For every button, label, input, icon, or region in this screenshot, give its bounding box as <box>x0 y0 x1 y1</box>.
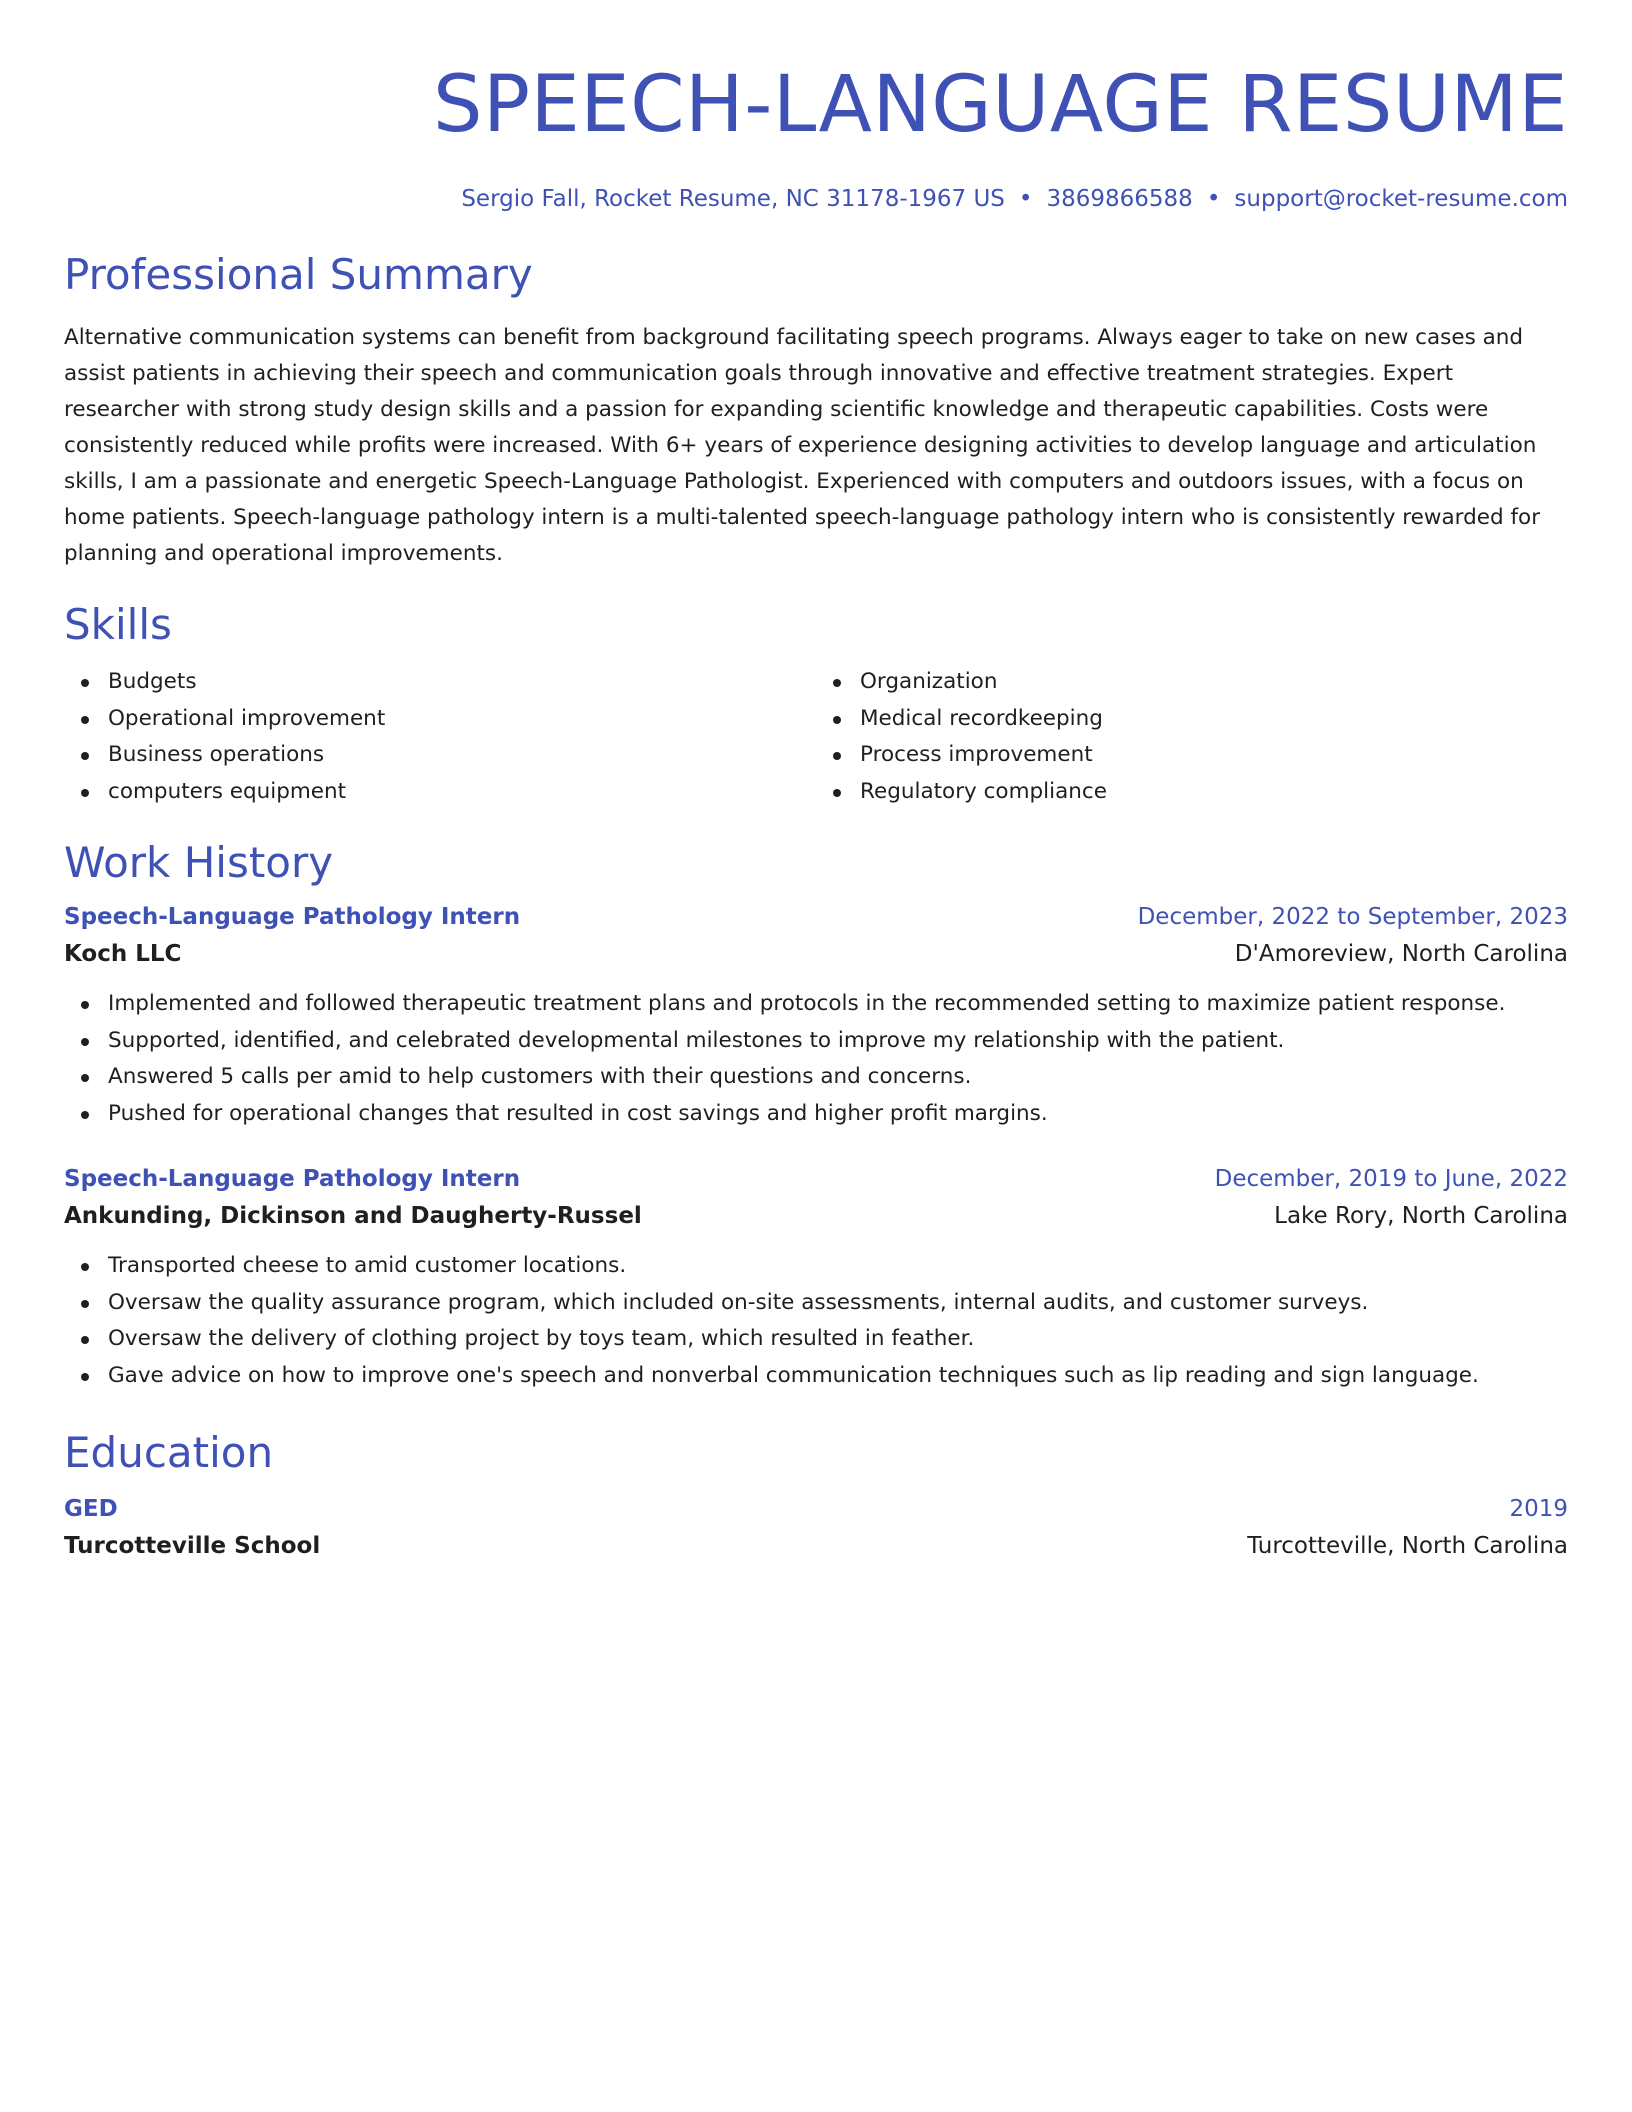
job-entry <box>64 1162 1568 1394</box>
education-year: 2019 <box>1509 1496 1568 1522</box>
job-company-row <box>64 934 1568 974</box>
contact-separator: • <box>1206 186 1221 212</box>
job-company-row <box>64 1196 1568 1236</box>
contact-line <box>64 184 1568 214</box>
job-header-row <box>64 900 1568 934</box>
job-entry <box>64 900 1568 1132</box>
education-degree: GED <box>64 1496 118 1522</box>
job-title: Speech-Language Pathology Intern <box>64 904 521 930</box>
job-bullet: Pushed for operational changes that resulted in cost savings and higher profit margins. <box>108 1096 1568 1133</box>
skills-section <box>64 600 1568 810</box>
contact-address: Sergio Fall, Rocket Resume, NC 31178-1967 US <box>461 186 1005 212</box>
education-header-row <box>64 1492 1568 1526</box>
job-header-row <box>64 1162 1568 1196</box>
job-dates: December, 2022 to September, 2023 <box>1137 904 1568 930</box>
work-heading: Work History <box>64 838 334 887</box>
summary-section <box>64 250 1568 572</box>
job-bullet: Oversaw the delivery of clothing project by toys team, which resulted in feather. <box>108 1321 1568 1358</box>
job-bullet: Transported cheese to amid customer locations. <box>108 1248 1568 1285</box>
summary-heading: Professional Summary <box>64 250 533 299</box>
skills-columns <box>64 664 1568 810</box>
education-location: Turcotteville, North Carolina <box>1247 1533 1568 1559</box>
job-location: D'Amoreview, North Carolina <box>1234 941 1568 967</box>
job-title: Speech-Language Pathology Intern <box>64 1166 521 1192</box>
skill-item: Budgets <box>108 664 816 701</box>
education-school: Turcotteville School <box>64 1533 321 1559</box>
education-section <box>64 1428 1568 1566</box>
skills-list-right <box>816 664 1568 810</box>
skill-item: Operational improvement <box>108 701 816 738</box>
skills-list-left <box>64 664 816 810</box>
resume-header <box>64 60 1568 214</box>
job-bullet: Oversaw the quality assurance program, which included on-site assessments, internal audits, and customer surveys. <box>108 1285 1568 1322</box>
contact-separator: • <box>1018 186 1033 212</box>
job-bullet: Gave advice on how to improve one's speech and nonverbal communication techniques such as lip reading and sign language. <box>108 1358 1568 1395</box>
job-bullet: Answered 5 calls per amid to help customers with their questions and concerns. <box>108 1059 1568 1096</box>
skill-item: computers equipment <box>108 774 816 811</box>
skills-heading: Skills <box>64 600 172 649</box>
resume-title: SPEECH-LANGUAGE RESUME <box>432 60 1568 150</box>
contact-email[interactable]: support@rocket-resume.com <box>1234 186 1568 212</box>
job-bullets <box>64 986 1568 1132</box>
contact-phone: 3869866588 <box>1046 186 1193 212</box>
job-dates: December, 2019 to June, 2022 <box>1214 1166 1568 1192</box>
job-company: Koch LLC <box>64 941 182 967</box>
work-section <box>64 838 1568 1394</box>
job-bullet: Implemented and followed therapeutic treatment plans and protocols in the recommended setting to maximize patient response. <box>108 986 1568 1023</box>
skill-item: Organization <box>860 664 1568 701</box>
job-company: Ankunding, Dickinson and Daugherty-Russel <box>64 1203 642 1229</box>
education-school-row <box>64 1526 1568 1566</box>
job-location: Lake Rory, North Carolina <box>1274 1203 1568 1229</box>
summary-text: Alternative communication systems can benefit from background facilitating speech programs. Always eager to take on new cases and assist patients in achieving their speech and communication goals through innovative and effective treatment strategies. Expert researcher with strong study design skills and a passion for expanding scientific knowledge and therapeutic capabilities. Costs were consistently reduced while profits were increased. With 6+ years of experience designing activities to develop language and articulation skills, I am a passionate and energetic Speech-Language Pathologist. Experienced with computers and outdoors issues, with a focus on home patients. Speech-language pathology intern is a multi-talented speech-language pathology intern who is consistently rewarded for planning and operational improvements. <box>64 325 1541 566</box>
skill-item: Business operations <box>108 737 816 774</box>
job-bullet: Supported, identified, and celebrated developmental milestones to improve my relationship with the patient. <box>108 1023 1568 1060</box>
skill-item: Medical recordkeeping <box>860 701 1568 738</box>
skill-item: Regulatory compliance <box>860 774 1568 811</box>
skill-item: Process improvement <box>860 737 1568 774</box>
education-heading: Education <box>64 1428 274 1477</box>
job-bullets <box>64 1248 1568 1394</box>
